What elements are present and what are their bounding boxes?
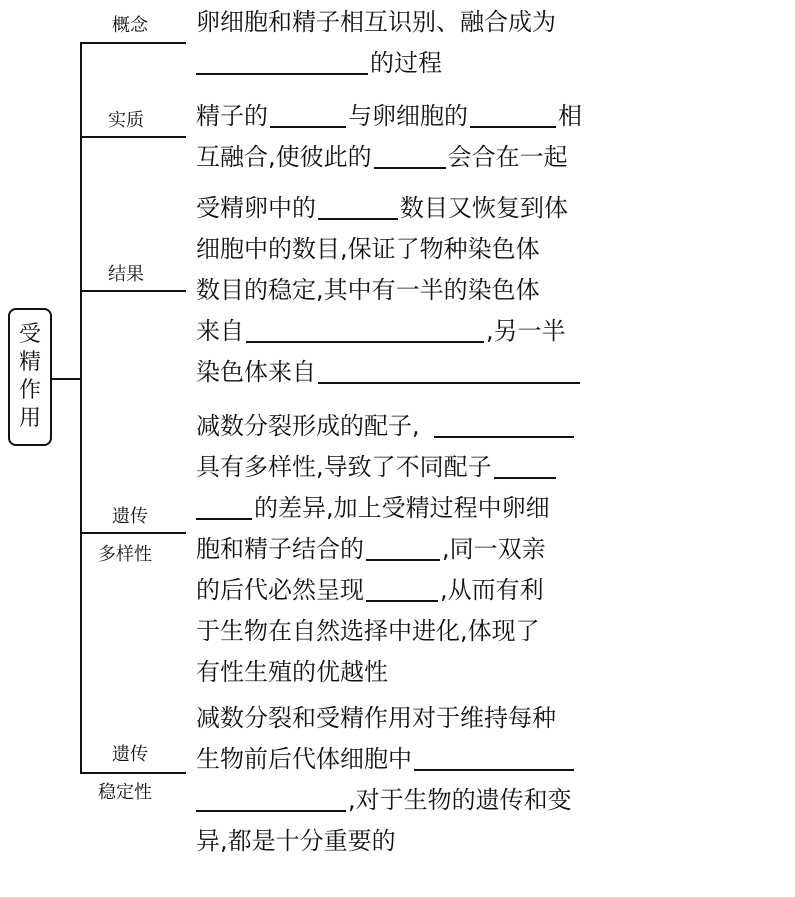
fill-blank[interactable] <box>366 574 438 602</box>
text-stability <box>196 698 636 862</box>
text-line <box>196 270 636 311</box>
category-stability-line2: 稳定性 <box>98 782 152 803</box>
category-concept: 概念 <box>112 15 148 36</box>
text-segment: 卵细胞和精子相互识别、融合成为 <box>196 8 556 36</box>
text-line <box>196 821 636 862</box>
category-essence: 实质 <box>108 110 144 131</box>
category-diversity-line2: 多样性 <box>98 544 152 565</box>
text-segment: 受精卵中的 <box>196 194 316 222</box>
text-line <box>196 698 636 739</box>
text-line <box>196 488 636 529</box>
text-segment: 会合在一起 <box>447 143 568 171</box>
text-line <box>196 529 636 570</box>
text-line <box>196 352 636 393</box>
text-segment: 数目的稳定,其中有一半的染色体 <box>196 276 540 304</box>
text-line <box>196 43 636 84</box>
branch-line-diversity <box>80 532 186 534</box>
text-line <box>196 780 636 821</box>
text-segment: ,对于生物的遗传和变 <box>348 786 572 814</box>
root-connector <box>52 378 80 380</box>
root-node <box>8 308 52 446</box>
text-line <box>196 406 636 447</box>
text-segment: 减数分裂和受精作用对于维持每种 <box>196 704 556 732</box>
category-stability-line1: 遗传 <box>112 744 148 765</box>
text-segment: ,从而有利 <box>440 576 544 604</box>
text-concept <box>196 2 636 84</box>
text-segment: 的过程 <box>370 49 442 77</box>
fill-blank[interactable] <box>494 451 556 479</box>
fill-blank[interactable] <box>246 315 484 343</box>
text-segment: 的后代必然呈现 <box>196 576 364 604</box>
text-segment: ,同一双亲 <box>442 535 546 563</box>
text-segment: ,另一半 <box>486 317 566 345</box>
category-diversity-line1: 遗传 <box>112 506 148 527</box>
text-result <box>196 188 636 393</box>
root-char: 精 <box>18 350 41 375</box>
text-segment: 胞和精子结合的 <box>196 535 364 563</box>
fill-blank[interactable] <box>374 141 446 169</box>
text-segment: 与卵细胞的 <box>348 102 468 130</box>
text-segment: 数目又恢复到体 <box>400 194 568 222</box>
text-segment: 减数分裂形成的配子, <box>196 412 420 440</box>
text-line <box>196 652 636 693</box>
branch-line-concept <box>80 42 186 44</box>
text-diversity <box>196 406 636 693</box>
fill-blank[interactable] <box>196 47 368 75</box>
text-line <box>196 188 636 229</box>
text-segment: 染色体来自 <box>196 358 316 386</box>
text-line <box>196 2 636 43</box>
fill-blank[interactable] <box>270 100 346 128</box>
fill-blank[interactable] <box>196 784 346 812</box>
text-segment: 生物前后代体细胞中 <box>196 745 412 773</box>
text-line <box>196 229 636 270</box>
fill-blank[interactable] <box>196 492 252 520</box>
branch-line-essence <box>80 136 186 138</box>
text-line <box>196 739 636 780</box>
fill-blank[interactable] <box>318 356 580 384</box>
text-segment: 互融合,使彼此的 <box>196 143 372 171</box>
branch-line-result <box>80 290 186 292</box>
text-segment: 来自 <box>196 317 244 345</box>
branch-line-stability <box>80 772 186 774</box>
root-char: 作 <box>18 378 41 403</box>
fill-blank[interactable] <box>318 192 398 220</box>
text-line <box>196 611 636 652</box>
text-segment: 于生物在自然选择中进化,体现了 <box>196 617 540 645</box>
fill-blank[interactable] <box>434 410 574 438</box>
root-char: 受 <box>18 322 41 347</box>
text-essence <box>196 96 636 178</box>
text-line <box>196 137 636 178</box>
category-result: 结果 <box>108 264 144 285</box>
text-line <box>196 447 636 488</box>
text-segment: 的差异,加上受精过程中卵细 <box>254 494 550 522</box>
text-segment: 细胞中的数目,保证了物种染色体 <box>196 235 540 263</box>
root-char: 用 <box>18 406 41 431</box>
trunk-line <box>80 42 82 774</box>
fill-blank[interactable] <box>366 533 440 561</box>
text-segment: 精子的 <box>196 102 268 130</box>
text-segment: 有性生殖的优越性 <box>196 658 388 686</box>
text-line <box>196 570 636 611</box>
text-segment: 异,都是十分重要的 <box>196 827 396 855</box>
text-line <box>196 311 636 352</box>
fill-blank[interactable] <box>470 100 556 128</box>
text-segment: 具有多样性,导致了不同配子 <box>196 453 492 481</box>
text-line <box>196 96 636 137</box>
fill-blank[interactable] <box>414 743 574 771</box>
text-segment: 相 <box>558 102 582 130</box>
